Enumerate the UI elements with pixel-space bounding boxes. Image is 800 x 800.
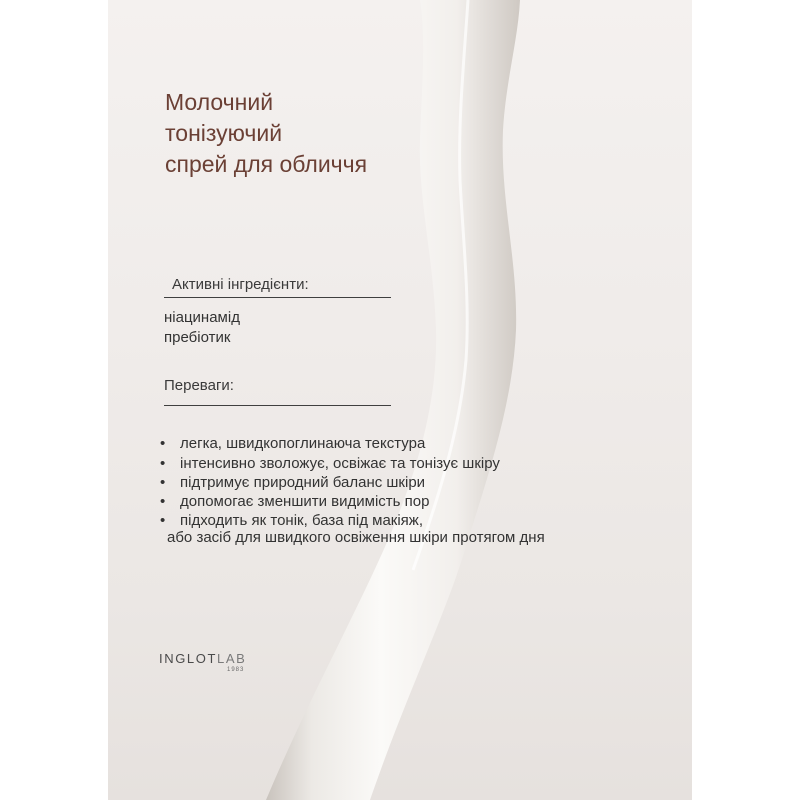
benefit-item	[160, 455, 500, 472]
benefit-item	[160, 435, 425, 452]
benefit-item	[160, 493, 429, 510]
benefits-heading: Переваги:	[164, 377, 234, 394]
product-card	[108, 0, 692, 800]
benefit-item	[160, 474, 425, 491]
brand-name-light: LAB	[217, 651, 247, 666]
benefit-text: підтримує природний баланс шкіри	[180, 474, 426, 491]
brand-logo	[159, 651, 259, 677]
benefit-text: інтенсивно зволожує, освіжає та тонізує шкіру	[180, 455, 500, 472]
ingredients-divider	[164, 297, 391, 298]
benefit-item	[160, 512, 423, 529]
bullet-icon: •	[160, 474, 166, 491]
benefit-text: підходить як тонік, база під макіяж,	[180, 512, 424, 529]
bullet-icon: •	[160, 512, 166, 529]
brand-year: 1983	[227, 667, 245, 673]
product-title-line-2: тонізуючий	[165, 120, 283, 146]
product-title-line-1: Молочний	[165, 89, 274, 115]
benefit-continuation: або засіб для швидкого освіження шкіри протягом дня	[167, 529, 545, 546]
product-title-line-3: спрей для обличчя	[165, 151, 368, 177]
bullet-icon: •	[160, 493, 166, 510]
ingredient-item: пребіотик	[164, 329, 231, 346]
bullet-icon: •	[160, 435, 166, 452]
ingredient-item: ніацинамід	[164, 309, 240, 326]
benefit-text: допомогає зменшити видимість пор	[180, 493, 430, 510]
brand-name	[159, 651, 246, 666]
brand-name-bold: INGLOT	[159, 651, 217, 666]
benefit-text: легка, швидкопоглинаюча текстура	[180, 435, 426, 452]
ingredients-heading: Активні інгредієнти:	[172, 276, 309, 293]
bullet-icon: •	[160, 455, 166, 472]
benefits-divider	[164, 405, 391, 406]
